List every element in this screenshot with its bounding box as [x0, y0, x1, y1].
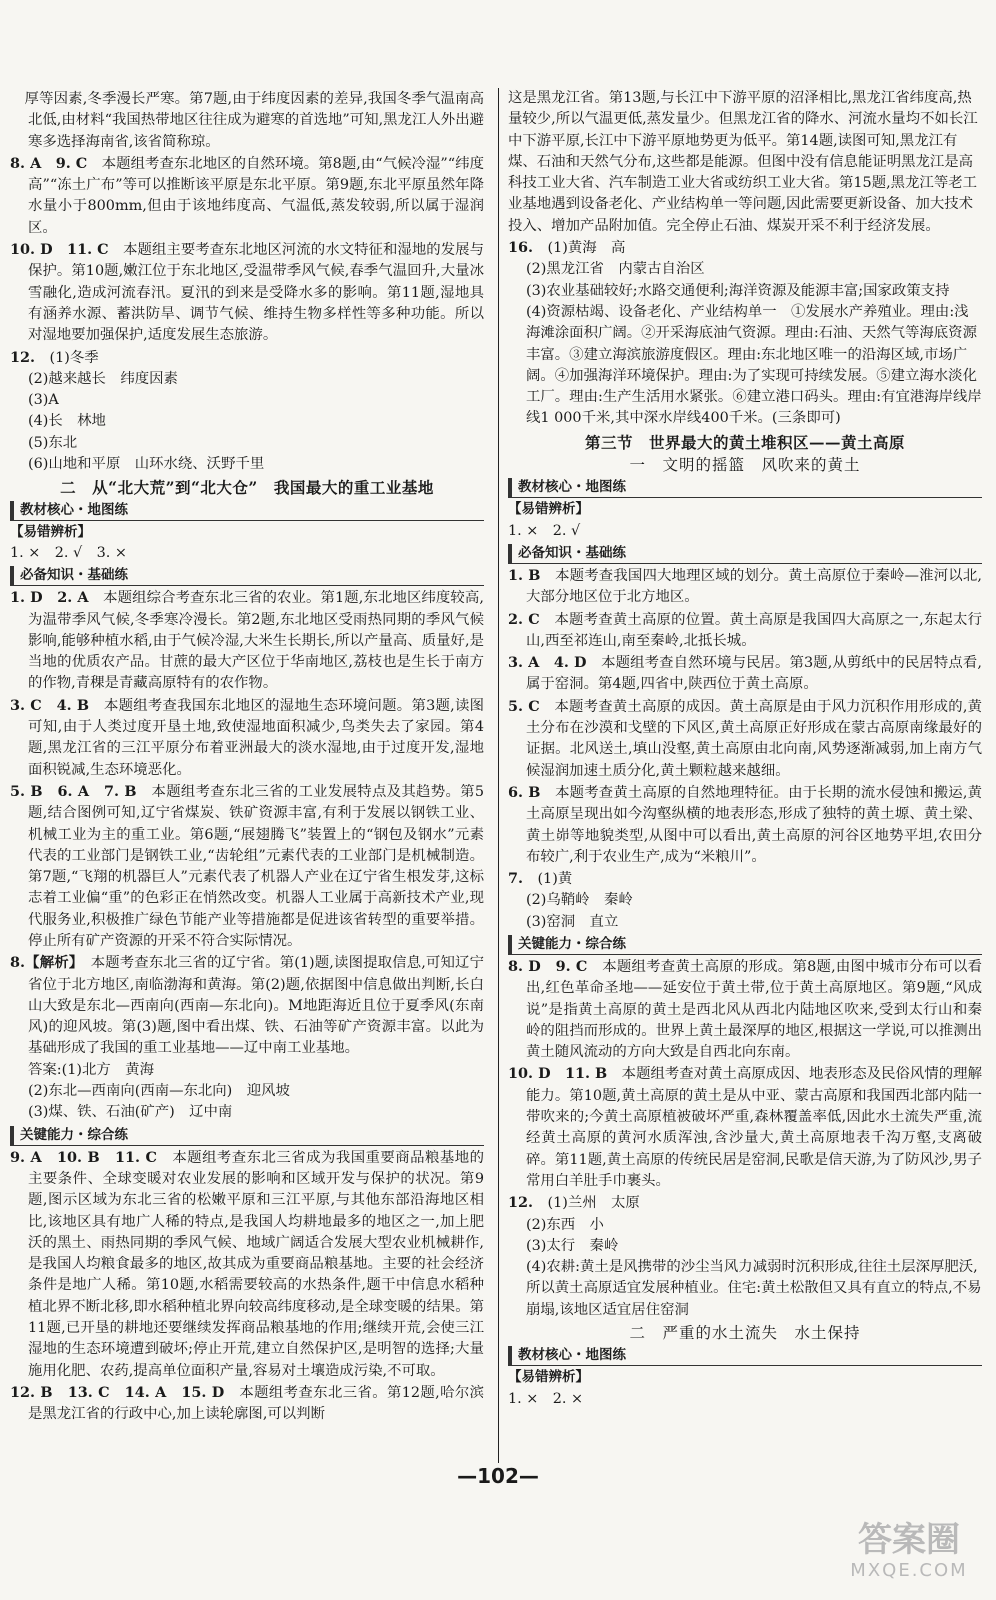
answer-subitem: (4)长 林地 [28, 413, 106, 430]
answer-text: 本题组考查对黄土高原成因、地表形态及民俗风情的理解能力。第10题,黄土高原的黄土是从中亚、蒙古高原和我国西北部内陆一带吹来的;今黄土高原植被破坏严重,森林覆盖率低,因此水土流失严重,流经黄土高原的黄河水质浑浊,含沙量大,黄土高原地表千沟万壑,支离破碎。第11题,黄土高原的传统民居是窑洞,民歌是信天游,为了防风沙,男子常用白羊肚手巾裹头。 [526, 1066, 982, 1189]
answer-subitem: (4)农耕:黄土是风携带的沙尘当风力减弱时沉积形成,往往土层深厚肥沃,所以黄土高原适宜发展种植业。住宅:黄土松散但又具有直立的特点,不易崩塌,该地区适宜居住窑洞 [526, 1259, 982, 1318]
answer-text: 本题组考查东北三省。第12题,哈尔滨是黑龙江省的行政中心,加上读轮廓图,可以判断 [28, 1384, 484, 1423]
answer-number: 7. [508, 870, 524, 888]
section-bar: 必备知识・基础练 [508, 544, 982, 564]
answer-subitem: (3)煤、铁、石油(矿产) 辽中南 [28, 1104, 233, 1121]
answer-text: 厚等因素,冬季漫长严寒。第7题,由于纬度因素的差异,我国冬季气温南高北低,由材料“我国热带地区往往成为避寒的首选地”可知,黑龙江人外出避寒多选择海南省,该省简称琼。 [24, 91, 484, 150]
watermark-logo: 答案圈 MXQE.COM [850, 1520, 968, 1581]
answer-item [10, 239, 484, 346]
answer-item [508, 782, 982, 868]
answer-item [508, 868, 982, 890]
answer-item [10, 88, 484, 153]
right-column [508, 88, 982, 1410]
tag-label: 【易错辨析】 [508, 1369, 589, 1386]
answer-line: 1. × 2. × [508, 1390, 584, 1407]
answer-text: 本题组考查东北三省成为我国重要商品粮基地的主要条件、全球变暖对农业发展的影响和区域开发与保护的状况。第9题,图示区域为东北三省的松嫩平原和三江平原,与其他东部沿海地区相比,该地区具有地广人稀的特点,是我国人均耕地最多的地区之一,加上肥沃的黑土、雨热同期的季风气候、地域广阔适合发展大型农业机械耕作,是我国人均粮食最多的地区,故其成为重要商品粮基地。主要的社会经济条件是地广人稀。第10题,水稻需要较高的水热条件,题干中信息水稻种植北界不断北移,即水稻种植北界向较高纬度移动,是全球变暖的结果。第11题,已开垦的耕地还要继续发挥商品粮基地的作用;继续开荒,会使三江湿地的生态环境遭到破坏;停止开荒,建立自然保护区,是明智的选择;大量施用化肥、农药,提高单位面积产量,容易对土壤造成污染,不可取。 [28, 1149, 484, 1379]
answer-text: (1)黄 [537, 871, 573, 888]
answer-text: 本题考查东北三省的辽宁省。第(1)题,读图提取信息,可知辽宁省位于北方地区,南临渤海和黄海。第(2)题,依据图中信息做出判断,长白山大致是东北—西南向(西南—东北向)。M地距海近且位于夏季风(东南风)的迎风坡。第(3)题,图中看出煤、铁、石油等矿产资源丰富。以此为基础形成了我国的重工业基地——辽中南工业基地。 [28, 955, 484, 1057]
page-number: —102— [457, 1464, 539, 1488]
answer-number: 8. D 9. C [508, 957, 588, 975]
answer-subitem: (2)乌鞘岭 秦岭 [526, 892, 633, 909]
section-heading: 一 文明的摇篮 风吹来的黄土 [629, 456, 861, 475]
answer-number: 10. D 11. C [10, 241, 109, 259]
answer-text: 本题组考查自然环境与民居。第3题,从剪纸中的民居特点看,属于窑洞。第4题,四省中,陕西位于黄土高原。 [526, 655, 982, 693]
answer-item [508, 565, 982, 609]
answer-subitem: (2)东北—西南向(西南—东北向) 迎风坡 [28, 1083, 290, 1100]
answer-number: 1. D 2. A [10, 589, 89, 607]
answer-number: 1. B [508, 566, 541, 584]
answer-line: 1. × 2. √ 3. × [10, 544, 127, 561]
answer-number: 16. [508, 239, 534, 257]
answer-number: 3. C 4. B [10, 696, 90, 714]
answer-subitem: (5)东北 [28, 434, 78, 451]
section-bar: 关键能力・综合练 [10, 1126, 484, 1146]
answer-number: 8. A 9. C [10, 154, 88, 172]
answer-subitem: (3)太行 秦岭 [526, 1237, 619, 1254]
answer-text: (1)黄海 高 [547, 240, 626, 257]
answer-text: 本题组考查东北地区的自然环境。第8题,由“气候冷湿”“纬度高”“冻土广布”等可以推断该平原是东北平原。第9题,东北平原虽然年降水量小于800mm,但由于该地纬度高、气温低,蒸发较弱,所以属于湿润区。 [28, 155, 484, 236]
answer-item [508, 237, 982, 259]
answer-text: 本题组主要考查东北地区河流的水文特征和湿地的发展与保护。第10题,嫩江位于东北地区,受温带季风气候,春季气温回升,大量冰雪融化,造成河流春汛。夏汛的到来是受降水多的影响。第11题,湿地具有涵养水源、蓄洪防旱、调节气候、维持生物多样性等多种功能。所以对湿地要加强保护,适度发展生态旅游。 [28, 242, 484, 344]
answer-subitem: (3)窑洞 直立 [526, 913, 619, 930]
answer-text: 本题组考查东北三省的工业发展特点及其趋势。第5题,结合图例可知,辽宁省煤炭、铁矿资源丰富,有利于发展以钢铁工业、机械工业为主的重工业。第6题,“展翅腾飞”装置上的“钢包及钢水”元素代表的工业部门是钢铁工业,“齿轮组”元素代表的工业部门是机械制造。第7题,“飞翔的机器巨人”元素代表了机器人产业在辽宁省生根发芽,这标志着工业偏“重”的色彩正在悄然改变。机器人工业属于高新技术产业,现代服务业,积极推广绿色节能产业等措施都是促进该省转型的重要举措。停止所有矿产资源的开采不符合实际情况。 [28, 783, 484, 949]
answer-text: 本题考查黄土高原的成因。黄土高原是由于风力沉积作用形成的,黄土分布在沙漠和戈壁的下风区,黄土高原正好形成在蒙古高原南缘最好的证据。北风送土,填山没壑,黄土高原由北向南,风势逐渐减弱,加上南方气候湿润加速土质分化,黄土颗粒越来越细。 [526, 698, 982, 779]
section-bar: 必备知识・基础练 [10, 566, 484, 586]
answer-item [508, 956, 982, 1063]
answer-subitem: (3)农业基础较好;水路交通便利;海洋资源及能源丰富;国家政策支持 [526, 282, 950, 299]
answer-text: 本题考查我国四大地理区域的划分。黄土高原位于秦岭—淮河以北,大部分地区位于北方地区。 [526, 567, 982, 606]
answer-subitem: (2)黑龙江省 内蒙古自治区 [526, 261, 705, 278]
answer-text: (1)兰州 太原 [547, 1195, 640, 1212]
answer-text: 本题考查黄土高原的位置。黄土高原是我国四大高原之一,东起太行山,西至祁连山,南至秦岭,北抵长城。 [526, 611, 982, 649]
answer-subitem: (3)A [28, 392, 59, 409]
left-column [10, 88, 484, 1426]
answer-item [508, 652, 982, 696]
answer-number: 3. A 4. D [508, 654, 587, 672]
answer-text: 本题组考查我国东北地区的湿地生态环境问题。第3题,读图可知,由于人类过度开垦土地,致使湿地面积减少,鸟类失去了家园。第4题,黑龙江省的三江平原分布着亚洲最大的淡水湿地,由于过度开发,湿地面积锐减,生态环境恶化。 [28, 697, 484, 778]
chapter-heading: 第三节 世界最大的黄土堆积区——黄土高原 [584, 432, 905, 452]
answer-number: 9. A 10. B 11. C [10, 1148, 157, 1166]
answer-number: 5. C [508, 697, 540, 715]
answer-number: 10. D 11. B [508, 1065, 608, 1083]
answer-subitem: 答案:(1)北方 黄海 [28, 1061, 154, 1078]
answer-number: 12. B 13. C 14. A 15. D [10, 1383, 225, 1401]
answer-text: (1)冬季 [49, 349, 99, 366]
answer-number: 12. [10, 348, 36, 366]
answer-number: 8.【解析】 [10, 954, 77, 972]
section-bar: 教材核心・地图练 [508, 478, 982, 498]
answer-text: 本题组综合考查东北三省的农业。第1题,东北地区纬度较高,为温带季风气候,冬季寒冷漫长。第2题,东北地区受雨热同期的季风气候影响,能够种植水稻,由于气候冷湿,大米生长期长,所以产量高、质量好,是当地的优质农产品。甘蔗的最大产区位于华南地区,荔枝也是生长于南方的作物,青稞是青藏高原特有的农作物。 [28, 590, 484, 692]
answer-item [10, 952, 484, 1059]
answer-item [10, 1382, 484, 1426]
section-bar: 教材核心・地图练 [508, 1346, 982, 1366]
answer-item [10, 781, 484, 952]
answer-subitem: (4)资源枯竭、设备老化、产业结构单一 ①发展水产养殖业。理由:浅海滩涂面积广阔。②开采海底油气资源。理由:石油、天然气等海底资源丰富。③建立海滨旅游度假区。理由:东北地区唯一的沿海区域,市场广阔。④加强海洋环境保护。理由:为了实现可持续发展。⑤建立海水淡化工厂。理由:生产生活用水紧张。⑥建立港口码头。理由:有宜港海岸线岸线1 000千米,其中深水岸线400千米。(三条即可) [526, 303, 982, 427]
answer-number: 12. [508, 1194, 534, 1212]
answer-text: 本题考查黄土高原的自然地理特征。由于长期的流水侵蚀和搬运,黄土高原呈现出如今沟壑纵横的地表形态,形成了独特的黄土塬、黄土梁、黄土峁等地貌类型,从图中可以看出,黄土高原的河谷区地势平坦,农田分布较广,利于农业生产,成为“米粮川”。 [526, 784, 982, 865]
answer-item [10, 587, 484, 694]
answer-item [10, 1147, 484, 1382]
answer-item [10, 695, 484, 781]
answer-subitem: (2)东西 小 [526, 1216, 604, 1233]
answer-line: 这是黑龙江省。第13题,与长江中下游平原的沼泽相比,黑龙江省纬度高,热量较少,所以气温更低,蒸发量少。但黑龙江省的降水、河流水量均不如长江中下游平原,长江中下游平原地势更为低平。第14题,读图可知,黑龙江有煤、石油和天然气分布,这些都是能源。但图中没有信息能证明黑龙江是高科技工业大省、汽车制造工业大省或纺织工业大省。第15题,黑龙江等老工业基地遇到设备老化、产业结构单一等问题,因此需要更新设备、加大技术投入、增加产品附加值。完全停止石油、煤炭开采不利于经济发展。 [508, 90, 978, 234]
section-bar: 关键能力・综合练 [508, 935, 982, 955]
column-divider [498, 88, 499, 1463]
answer-item [10, 347, 484, 369]
answer-item [10, 153, 484, 239]
answer-item [508, 609, 982, 653]
tag-label: 【易错辨析】 [508, 501, 589, 518]
answer-number: 6. B [508, 783, 541, 801]
answer-item [508, 696, 982, 782]
answer-line: 1. × 2. √ [508, 522, 581, 539]
answer-subitem: (6)山地和平原 山环水绕、沃野千里 [28, 456, 265, 473]
tag-label: 【易错辨析】 [10, 523, 91, 540]
section-bar: 教材核心・地图练 [10, 501, 484, 521]
answer-item [508, 1192, 982, 1214]
answer-subitem: (2)越来越长 纬度因素 [28, 370, 178, 387]
section-heading: 二 严重的水土流失 水土保持 [629, 1324, 861, 1343]
answer-text: 本题组考查黄土高原的形成。第8题,由图中城市分布可以看出,红色革命圣地——延安位于黄土带,位于黄土高原地区。第9题,“风成说”是指黄土高原的黄土是西北风从西北内陆地区吹来,受到太行山和秦岭的阻挡而形成的。世界上黄土最深厚的地区,根据这一学说,可以推测出黄土随风流动的方向大致是自西北向东南。 [526, 958, 982, 1061]
answer-item [508, 1063, 982, 1192]
answer-number: 2. C [508, 610, 540, 628]
chapter-heading: 二 从“北大荒”到“北大仓” 我国最大的重工业基地 [60, 478, 434, 498]
answer-number: 5. B 6. A 7. B [10, 782, 137, 800]
